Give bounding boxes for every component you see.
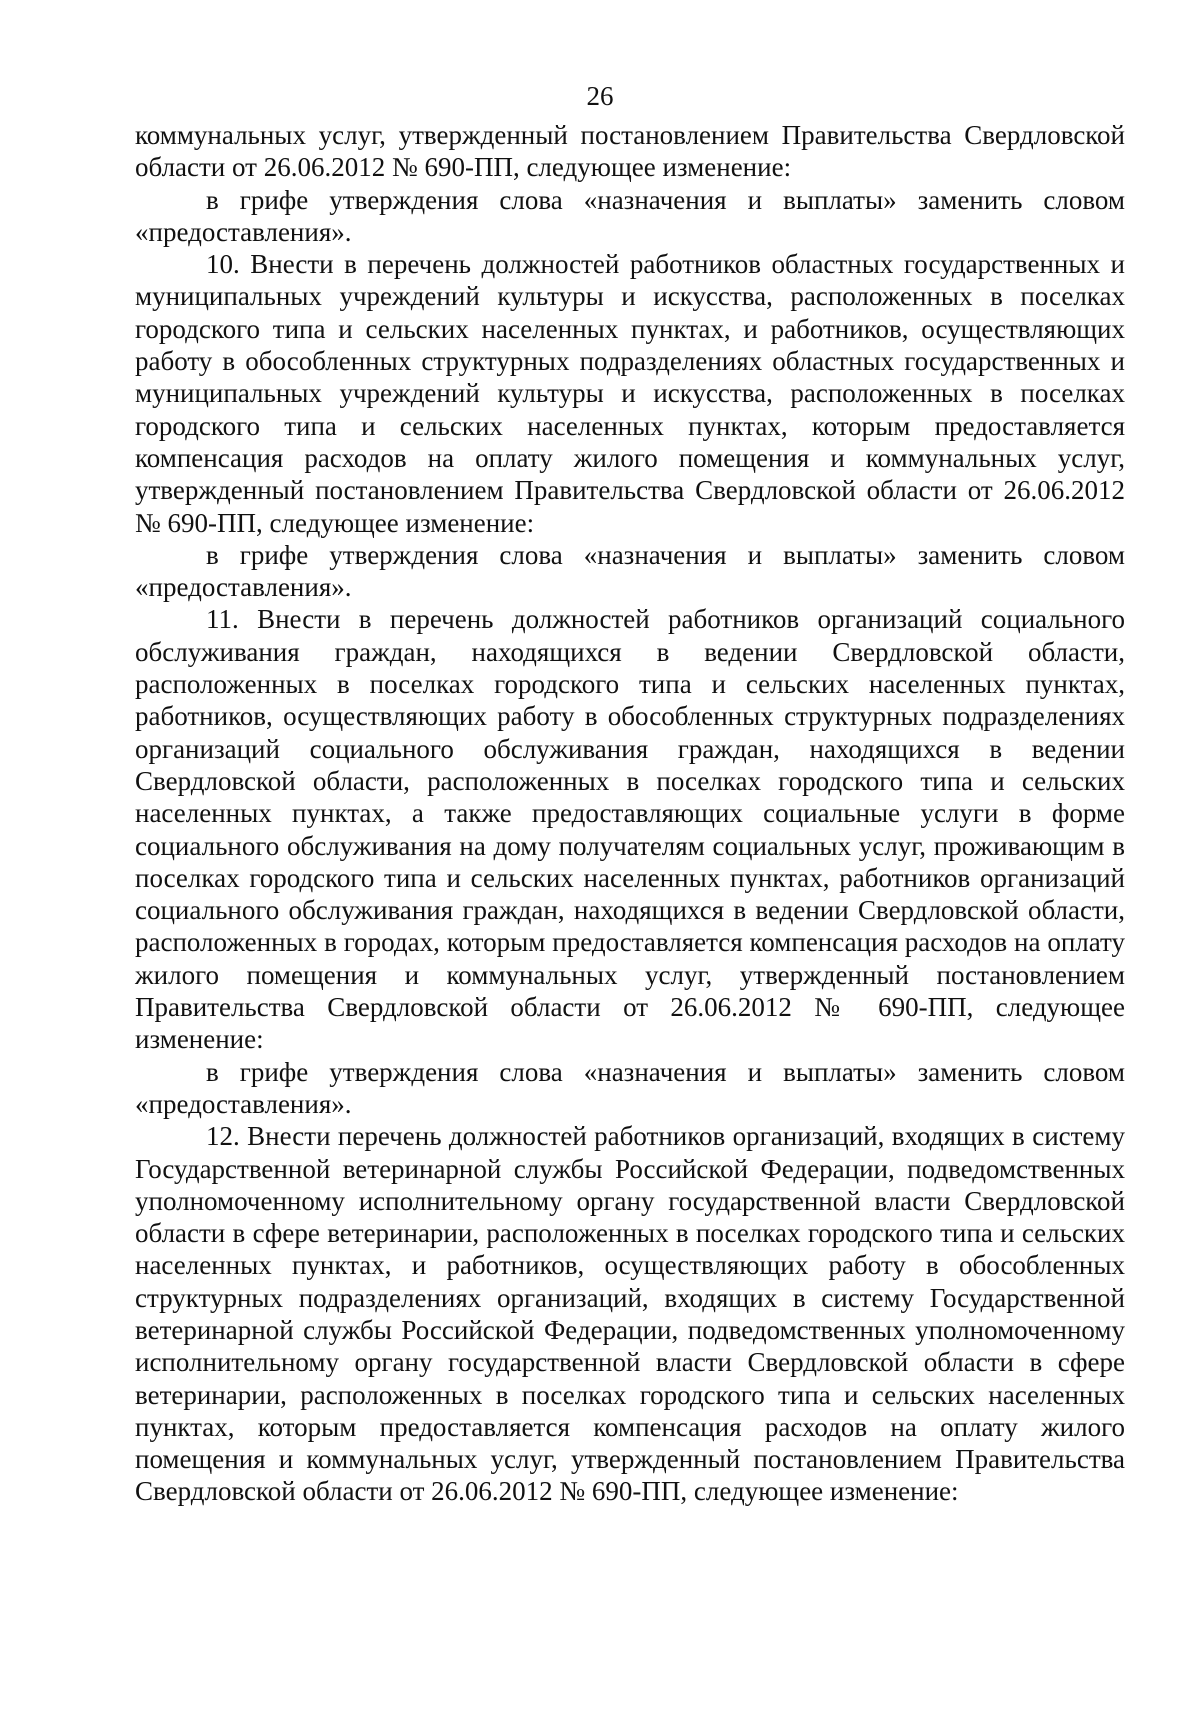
paragraph-item-10: 10. Внести в перечень должностей работников областных государственных и муниципальных учреждений культуры и искусства, расположенных в поселках городского типа и сельских населенных пунктах, и работников, осуществляющих работу в обособленных структурных подразделениях областных государственных и муниципальных учреждений культуры и искусства, расположенных в поселках городского типа и сельских населенных пунктах, которым предоставляется компенсация расходов на оплату жилого помещения и коммунальных услуг, утвержденный постановлением Правительства Свердловской области от 26.06.2012 № 690-ПП, следующее изменение: — [135, 249, 1125, 538]
paragraph-amendment-10: в грифе утверждения слова «назначения и выплаты» заменить словом «предоставления». — [135, 539, 1125, 603]
paragraph-amendment-11: в грифе утверждения слова «назначения и выплаты» заменить словом «предоставления». — [135, 1056, 1125, 1119]
paragraph-amendment-9: в грифе утверждения слова «назначения и выплаты» заменить словом «предоставления». — [135, 184, 1125, 247]
paragraph-item-11: 11. Внести в перечень должностей работников организаций социального обслуживания граждан, находящихся в ведении Свердловской области, расположенных в поселках городского типа и сельских населенных пунктах, работников, осуществляющих работу в обособленных структурных подразделениях организаций социального обслуживания граждан, находящихся в ведении Свердловской области, расположенных в поселках городского типа и сельских населенных пунктах, а также предоставляющих социальные услуги в форме социального обслуживания на дому получателям социальных услуг, проживающим в поселках городского типа и сельских населенных пунктах, работников организаций социального обслуживания граждан, находящихся в ведении Свердловской области, расположенных в городах, которым предоставляется компенсация расходов на оплату жилого помещения и коммунальных услуг, утвержденный постановлением Правительства Свердловской области от 26.06.2012 № 690-ПП, следующее изменение: — [135, 604, 1125, 1055]
paragraph-continuation: коммунальных услуг, утвержденный постановлением Правительства Свердловской области от 26.06.2012 № 690-ПП, следующее изменение: — [135, 120, 1125, 183]
paragraph-item-12: 12. Внести перечень должностей работников организаций, входящих в систему Государственной ветеринарной службы Российской Федерации, подведомственных уполномоченному исполнительному органу государственной власти Свердловской области в сфере ветеринарии, расположенных в поселках городского типа и сельских населенных пунктах, и работников, осуществляющих работу в обособленных структурных подразделениях организаций, входящих в систему Государственной ветеринарной службы Российской Федерации, подведомственных уполномоченному исполнительному органу государственной власти Свердловской области в сфере ветеринарии, расположенных в поселках городского типа и сельских населенных пунктах, которым предоставляется компенсация расходов на оплату жилого помещения и коммунальных услуг, утвержденный постановлением Правительства Свердловской области от 26.06.2012 № 690-ПП, следующее изменение: — [135, 1121, 1125, 1507]
page-number: 26 — [586, 81, 614, 111]
document-body — [135, 119, 1125, 1508]
